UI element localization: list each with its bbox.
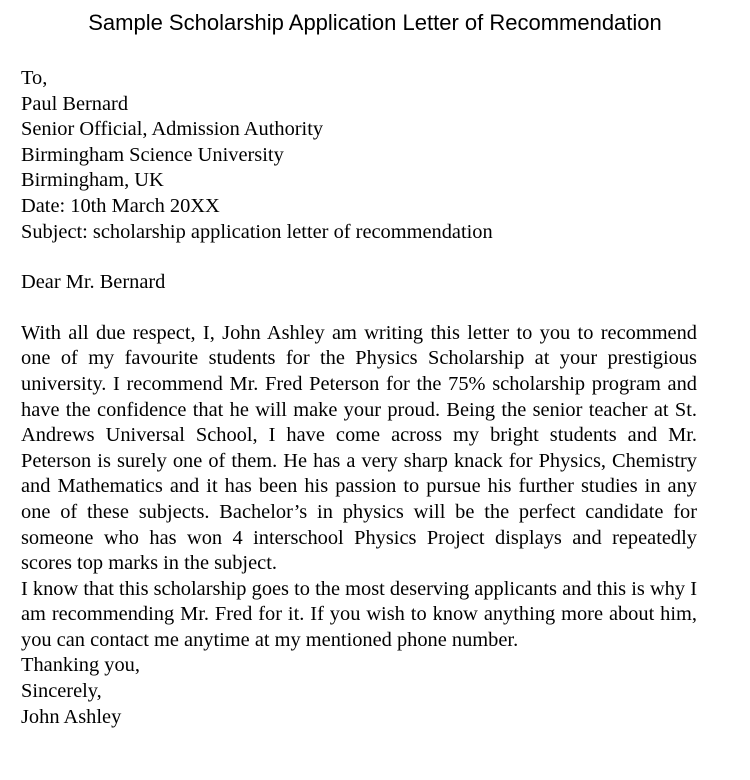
- recipient-institution: Birmingham Science University: [21, 143, 284, 166]
- recipient-position: Senior Official, Admission Authority: [21, 118, 324, 141]
- recipient-name: Paul Bernard: [21, 92, 129, 115]
- letter-subject: Subject: scholarship application letter of recommendation: [21, 220, 493, 243]
- body-paragraph-2: I know that this scholarship goes to the most deserving applicants and this is why I am recommending Mr. Fred for it. If you wish to know anything more about him, you can contact me anytime at my mentioned phone number.: [21, 577, 697, 651]
- spacer: [21, 296, 697, 321]
- letter-body: [21, 66, 697, 730]
- closing-sign-off: Sincerely,: [21, 680, 102, 703]
- letter-date: Date: 10th March 20XX: [21, 194, 220, 217]
- signature-name: John Ashley: [21, 705, 122, 728]
- salutation: Dear Mr. Bernard: [21, 271, 166, 294]
- document-title: Sample Scholarship Application Letter of Recommendation: [88, 10, 662, 35]
- closing-thanks: Thanking you,: [21, 654, 140, 677]
- recipient-location: Birmingham, UK: [21, 169, 164, 192]
- body-paragraph-1: With all due respect, I, John Ashley am writing this letter to you to recommend one of my favourite students for the Physics Scholarship at your prestigious university. I recommend Mr. Fred Peterson for the 75% scholarship program and have the confidence that he will make your proud. Being the senior teacher at St. Andrews Universal School, I have come across my bright students and Mr. Peterson is surely one of them. He has a very sharp knack for Physics, Chemistry and Mathematics and it has been his passion to pursue his further studies in any one of these subjects. Bachelor’s in physics will be the perfect candidate for someone who has won 4 interschool Physics Project displays and repeatedly scores top marks in the subject.: [21, 321, 697, 575]
- recipient-to: To,: [21, 67, 48, 89]
- spacer: [21, 245, 697, 270]
